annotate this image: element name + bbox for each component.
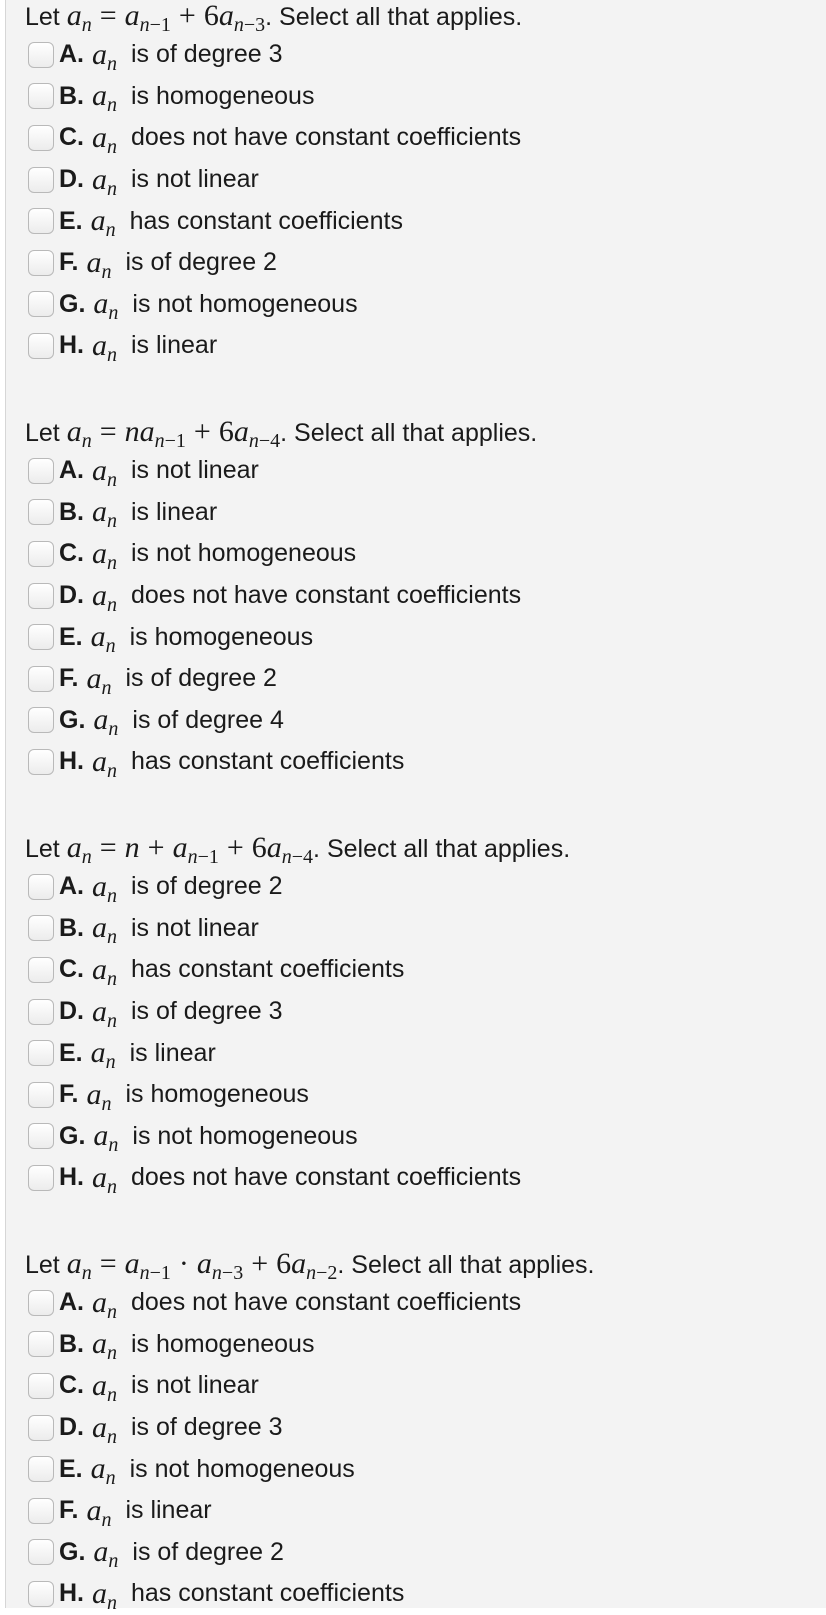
sequence-symbol: $a_n$ [86,661,112,699]
option-letter: F. [59,248,79,277]
option-letter: H. [59,1163,84,1192]
option-letter: F. [59,664,79,693]
option-checkbox[interactable] [28,1165,54,1191]
recurrence-equation: $a_n = n + a_{n-1} + 6a_{n-4}$ [66,831,314,868]
option-checkbox[interactable] [28,1290,54,1316]
option-text: is of degree 4 [132,705,284,734]
option-text: is of degree 3 [131,40,283,69]
prompt-suffix: . Select all that applies. [337,1251,595,1279]
option-text: is of degree 3 [131,997,283,1026]
option-checkbox[interactable] [28,42,54,68]
option-checkbox[interactable] [28,583,54,609]
option-g[interactable] [25,700,537,742]
option-letter: B. [59,913,84,942]
option-letter: A. [59,40,84,69]
option-checkbox[interactable] [28,83,54,109]
options-list [25,450,537,783]
option-letter: H. [59,747,84,776]
option-letter: A. [59,1288,84,1317]
option-b[interactable] [25,1324,595,1366]
option-letter: G. [59,1537,86,1566]
option-letter: C. [59,123,84,152]
option-d[interactable] [25,575,537,617]
option-letter: A. [59,872,84,901]
option-text: is not linear [131,165,259,194]
option-c[interactable] [25,533,537,575]
option-letter: F. [59,1496,79,1525]
prompt-prefix: Let [25,1251,60,1279]
option-checkbox[interactable] [28,1415,54,1441]
option-a[interactable] [25,34,522,76]
option-letter: D. [59,581,84,610]
option-b[interactable] [25,908,570,950]
question-prompt [25,830,570,866]
option-letter: H. [59,1579,84,1608]
sequence-symbol: $a_n$ [92,1368,117,1406]
option-letter: D. [59,997,84,1026]
options-list [25,1282,595,1615]
question-1 [25,0,522,367]
option-f[interactable] [25,1490,595,1532]
option-h[interactable] [25,1573,595,1615]
option-letter: G. [59,1121,86,1150]
option-text: is not linear [131,913,259,942]
option-text: has constant coefficients [131,747,405,776]
option-checkbox[interactable] [28,333,54,359]
prompt-suffix: . Select all that applies. [313,835,571,863]
option-letter: D. [59,165,84,194]
sequence-symbol: $a_n$ [93,287,119,325]
option-text: is homogeneous [125,1080,309,1109]
option-f[interactable] [25,658,537,700]
option-letter: B. [59,1329,84,1358]
option-letter: B. [59,497,84,526]
option-text: is of degree 2 [132,1537,284,1566]
sequence-symbol: $a_n$ [92,869,117,907]
option-checkbox[interactable] [28,291,54,317]
option-c[interactable] [25,949,570,991]
option-checkbox[interactable] [28,125,54,151]
sequence-symbol: $a_n$ [92,994,117,1032]
sequence-symbol: $a_n$ [92,536,117,574]
option-letter: B. [59,81,84,110]
option-d[interactable] [25,159,522,201]
question-2 [25,414,537,783]
sequence-symbol: $a_n$ [92,1327,117,1365]
sequence-symbol: $a_n$ [93,703,119,741]
option-g[interactable] [25,284,522,326]
option-text: does not have constant coefficients [131,123,522,152]
option-checkbox[interactable] [28,458,54,484]
option-letter: G. [59,705,86,734]
sequence-symbol: $a_n$ [90,1036,116,1074]
option-checkbox[interactable] [28,1581,54,1607]
options-list [25,34,522,367]
option-text: does not have constant coefficients [131,1288,522,1317]
option-checkbox[interactable] [28,541,54,567]
option-checkbox[interactable] [28,666,54,692]
option-e[interactable] [25,1032,570,1074]
option-b[interactable] [25,492,537,534]
option-checkbox[interactable] [28,499,54,525]
option-checkbox[interactable] [28,1082,54,1108]
sequence-symbol: $a_n$ [90,204,116,242]
option-checkbox[interactable] [28,999,54,1025]
option-text: is not linear [131,456,259,485]
option-d[interactable] [25,991,570,1033]
option-letter: F. [59,1080,79,1109]
option-letter: G. [59,289,86,318]
question-3 [25,830,570,1199]
option-text: has constant coefficients [129,206,403,235]
sequence-symbol: $a_n$ [86,245,112,283]
option-text: is linear [125,1496,212,1525]
option-g[interactable] [25,1116,570,1158]
option-text: is linear [131,331,218,360]
option-checkbox[interactable] [28,957,54,983]
option-checkbox[interactable] [28,874,54,900]
option-text: is linear [131,497,218,526]
option-text: is not homogeneous [132,289,358,318]
sequence-symbol: $a_n$ [92,1160,117,1198]
option-checkbox[interactable] [28,1498,54,1524]
option-letter: E. [59,1038,83,1067]
option-checkbox[interactable] [28,250,54,276]
option-checkbox[interactable] [28,1040,54,1066]
option-letter: E. [59,206,83,235]
option-b[interactable] [25,76,522,118]
option-e[interactable] [25,616,537,658]
option-g[interactable] [25,1532,595,1574]
option-text: is homogeneous [131,1329,315,1358]
option-text: is of degree 2 [125,664,277,693]
option-d[interactable] [25,1407,595,1449]
option-letter: D. [59,1413,84,1442]
option-checkbox[interactable] [28,167,54,193]
option-text: is of degree 2 [131,872,283,901]
option-text: has constant coefficients [131,955,405,984]
sequence-symbol: $a_n$ [90,1452,116,1490]
option-h[interactable] [25,1157,570,1199]
option-c[interactable] [25,117,522,159]
option-checkbox[interactable] [28,749,54,775]
sequence-symbol: $a_n$ [92,952,117,990]
sequence-symbol: $a_n$ [92,120,117,158]
sequence-symbol: $a_n$ [92,453,117,491]
option-checkbox[interactable] [28,1373,54,1399]
option-e[interactable] [25,1448,595,1490]
option-checkbox[interactable] [28,915,54,941]
option-a[interactable] [25,866,570,908]
option-a[interactable] [25,450,537,492]
options-list [25,866,570,1199]
sequence-symbol: $a_n$ [93,1535,119,1573]
option-text: is of degree 3 [131,1413,283,1442]
option-text: is homogeneous [131,81,315,110]
sequence-symbol: $a_n$ [92,578,117,616]
sequence-symbol: $a_n$ [92,495,117,533]
sequence-symbol: $a_n$ [92,1410,117,1448]
option-letter: E. [59,622,83,651]
option-text: is not homogeneous [129,1454,355,1483]
option-checkbox[interactable] [28,1539,54,1565]
option-letter: E. [59,1454,83,1483]
option-letter: H. [59,331,84,360]
option-text: is homogeneous [129,622,314,651]
option-checkbox[interactable] [28,208,54,234]
prompt-prefix: Let [25,419,60,447]
recurrence-equation: $a_n = a_{n-1} + 6a_{n-3}$ [66,0,266,36]
question-prompt [25,1246,595,1282]
option-h[interactable] [25,741,537,783]
sequence-symbol: $a_n$ [86,1077,112,1115]
sequence-symbol: $a_n$ [92,328,117,366]
question-prompt [25,0,522,34]
option-text: is of degree 2 [125,248,277,277]
prompt-prefix: Let [25,835,60,863]
option-c[interactable] [25,1365,595,1407]
option-letter: C. [59,1371,84,1400]
sequence-symbol: $a_n$ [92,37,117,75]
sequence-symbol: $a_n$ [92,911,117,949]
option-letter: C. [59,955,84,984]
option-text: has constant coefficients [131,1579,405,1608]
sequence-symbol: $a_n$ [93,1119,119,1157]
recurrence-equation: $a_n = a_{n-1} \cdot a_{n-3} + 6a_{n-2}$ [66,1247,338,1284]
question-panel [5,0,826,1614]
sequence-symbol: $a_n$ [86,1493,112,1531]
sequence-symbol: $a_n$ [90,620,116,658]
option-letter: C. [59,539,84,568]
option-text: is not homogeneous [132,1121,358,1150]
question-prompt [25,414,537,450]
option-letter: A. [59,456,84,485]
recurrence-equation: $a_n = na_{n-1} + 6a_{n-4}$ [66,415,281,452]
option-text: does not have constant coefficients [131,581,522,610]
prompt-suffix: . Select all that applies. [265,3,523,31]
option-text: is not linear [131,1371,259,1400]
sequence-symbol: $a_n$ [92,162,117,200]
sequence-symbol: $a_n$ [92,79,117,117]
option-text: does not have constant coefficients [131,1163,522,1192]
prompt-suffix: . Select all that applies. [280,419,538,447]
option-checkbox[interactable] [28,624,54,650]
option-checkbox[interactable] [28,1331,54,1357]
sequence-symbol: $a_n$ [92,744,117,782]
prompt-prefix: Let [25,3,60,31]
option-a[interactable] [25,1282,595,1324]
option-text: is linear [129,1038,216,1067]
option-f[interactable] [25,242,522,284]
option-checkbox[interactable] [28,1456,54,1482]
option-f[interactable] [25,1074,570,1116]
option-h[interactable] [25,325,522,367]
option-checkbox[interactable] [28,707,54,733]
sequence-symbol: $a_n$ [92,1285,117,1323]
option-text: is not homogeneous [131,539,357,568]
option-e[interactable] [25,200,522,242]
question-4 [25,1246,595,1615]
sequence-symbol: $a_n$ [92,1576,117,1614]
option-checkbox[interactable] [28,1123,54,1149]
